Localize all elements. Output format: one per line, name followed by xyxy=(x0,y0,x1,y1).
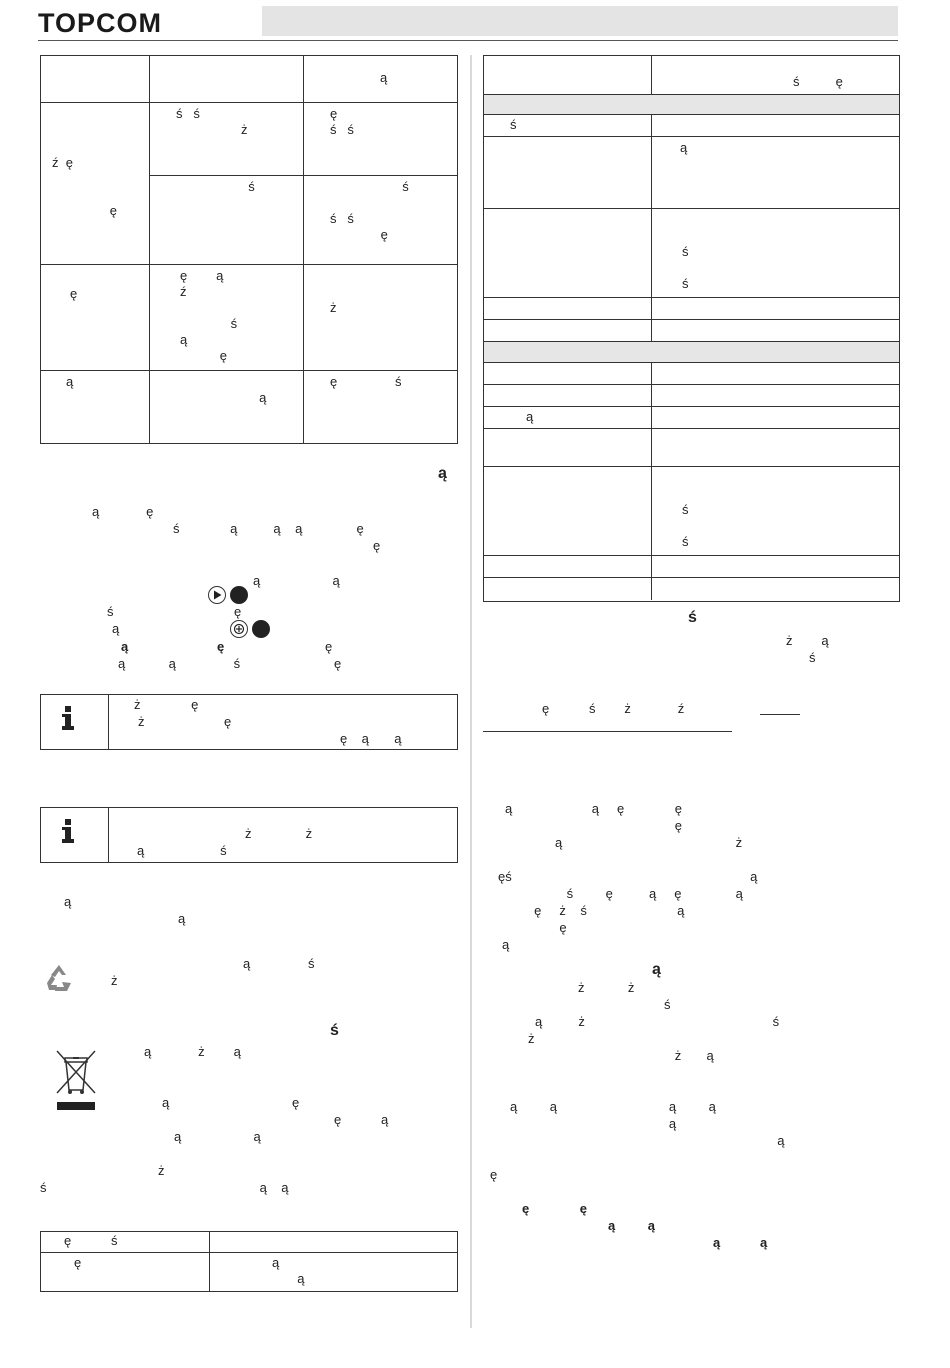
paragraph-line: ę xyxy=(373,538,381,553)
paragraph-line: ą xyxy=(510,1116,677,1131)
paragraph-line: ę xyxy=(505,818,682,833)
note-line: ż ę xyxy=(138,714,232,729)
paragraph-line: ę ż ś ą xyxy=(498,903,685,918)
table-cell: ś ś ż xyxy=(176,106,248,137)
paragraph-line: ą ś xyxy=(243,956,315,971)
short-rule xyxy=(760,714,800,715)
paragraph-line: ż ą xyxy=(786,633,829,648)
heading-underline xyxy=(483,731,732,732)
paragraph-line: ą ą ś ę xyxy=(118,656,342,671)
brand-logo: TOPCOM xyxy=(38,8,163,38)
paragraph-line: ę xyxy=(217,639,225,654)
paragraph-line: ę xyxy=(234,604,242,619)
paragraph-line: ą ż xyxy=(555,835,743,850)
paragraph-line: ą xyxy=(178,911,186,926)
black-dot-icon xyxy=(230,586,248,604)
paragraph-line: ą xyxy=(112,621,120,636)
paragraph-line: ś ą ą xyxy=(40,1180,289,1195)
paragraph-line: ę xyxy=(490,1167,498,1182)
table-cell: ą ą xyxy=(272,1255,305,1286)
table-cell: ą xyxy=(680,140,688,155)
table-cell: ą xyxy=(259,390,267,405)
table-cell: ż xyxy=(330,300,337,315)
weee-bin-icon xyxy=(54,1048,98,1112)
paragraph-line: ęś ą xyxy=(498,869,758,884)
note-line: ż ż xyxy=(245,826,313,841)
header-rule xyxy=(38,40,898,41)
paragraph-line: ą ż ś xyxy=(535,1014,780,1029)
paragraph-line: ą ą ą ą xyxy=(510,1099,716,1114)
note-line: ę ą ą xyxy=(340,731,402,746)
paragraph-line: ż ż xyxy=(578,980,635,995)
paragraph-line: ś xyxy=(664,997,671,1012)
table-cell: ą xyxy=(526,409,534,424)
table-cell: ę ś ś xyxy=(330,106,354,137)
table-cell: ę xyxy=(70,286,78,301)
note-line: ż ę xyxy=(134,697,199,712)
table-cell: ś ś xyxy=(682,244,689,291)
play-icon xyxy=(208,586,226,604)
table-cell: ę ą ź ś ą ę xyxy=(180,268,238,363)
paragraph-line: ś xyxy=(107,604,114,619)
paragraph-line: ż xyxy=(111,973,118,988)
table-cell: ś xyxy=(510,117,517,132)
paragraph-line: ś ę ą ę ą xyxy=(498,886,743,901)
bold-letter: ś xyxy=(330,1022,339,1039)
paragraph-line: ś ą ą ą ę xyxy=(173,521,364,536)
paragraph-line: ą ą xyxy=(174,1129,261,1144)
table-cell: ę ś xyxy=(64,1233,118,1248)
paragraph-line: ą xyxy=(121,639,129,654)
paragraph-line: ą ę xyxy=(92,504,154,519)
table-cell: ś ś xyxy=(682,502,689,549)
table-cell: ź ę ę xyxy=(52,155,118,218)
underlined-heading: ę ś ż ź xyxy=(542,701,685,716)
table-cell: ś xyxy=(176,179,255,194)
note-line: ą ś xyxy=(137,843,227,858)
paragraph-line: ę ą xyxy=(334,1112,389,1127)
section-heading: ś xyxy=(688,609,697,626)
paragraph-line: ą xyxy=(64,894,72,909)
header-bar xyxy=(262,6,898,36)
bold-line: ą ą xyxy=(608,1218,655,1233)
table-cell: ą xyxy=(66,374,74,389)
bold-line: ą ą xyxy=(713,1235,768,1250)
paragraph-line: ą ż ą xyxy=(144,1044,241,1059)
record-icon xyxy=(230,620,248,638)
black-dot-icon xyxy=(252,620,270,638)
info-icon xyxy=(60,706,76,730)
paragraph-line: ą ą xyxy=(253,573,340,588)
info-icon xyxy=(60,819,76,843)
paragraph-line: ś xyxy=(809,650,816,665)
paragraph-line: ż ą xyxy=(505,1048,714,1063)
table-cell: ś ś ś ę xyxy=(330,179,409,242)
column-divider xyxy=(470,55,472,1328)
recycle-icon xyxy=(42,962,76,994)
table-cell: ę xyxy=(74,1255,82,1270)
paragraph-line: ż xyxy=(158,1163,165,1178)
paragraph-line: ą xyxy=(510,1133,785,1148)
table-cell: ę ś xyxy=(330,374,402,389)
paragraph-line: ą ą ę ę xyxy=(505,801,683,816)
paragraph-line: ą ę xyxy=(162,1095,300,1110)
table-header-cell: ą xyxy=(380,70,388,85)
section-heading: ą xyxy=(438,465,447,482)
paragraph-line: ę xyxy=(325,639,333,654)
paragraph-line: ż xyxy=(528,1031,535,1046)
bold-letter: ą xyxy=(652,961,661,978)
table-header-cell: ś ę xyxy=(793,74,843,89)
paragraph-line: ę xyxy=(498,920,567,935)
bold-line: ę ę xyxy=(522,1201,588,1216)
paragraph-line: ą xyxy=(502,937,510,952)
